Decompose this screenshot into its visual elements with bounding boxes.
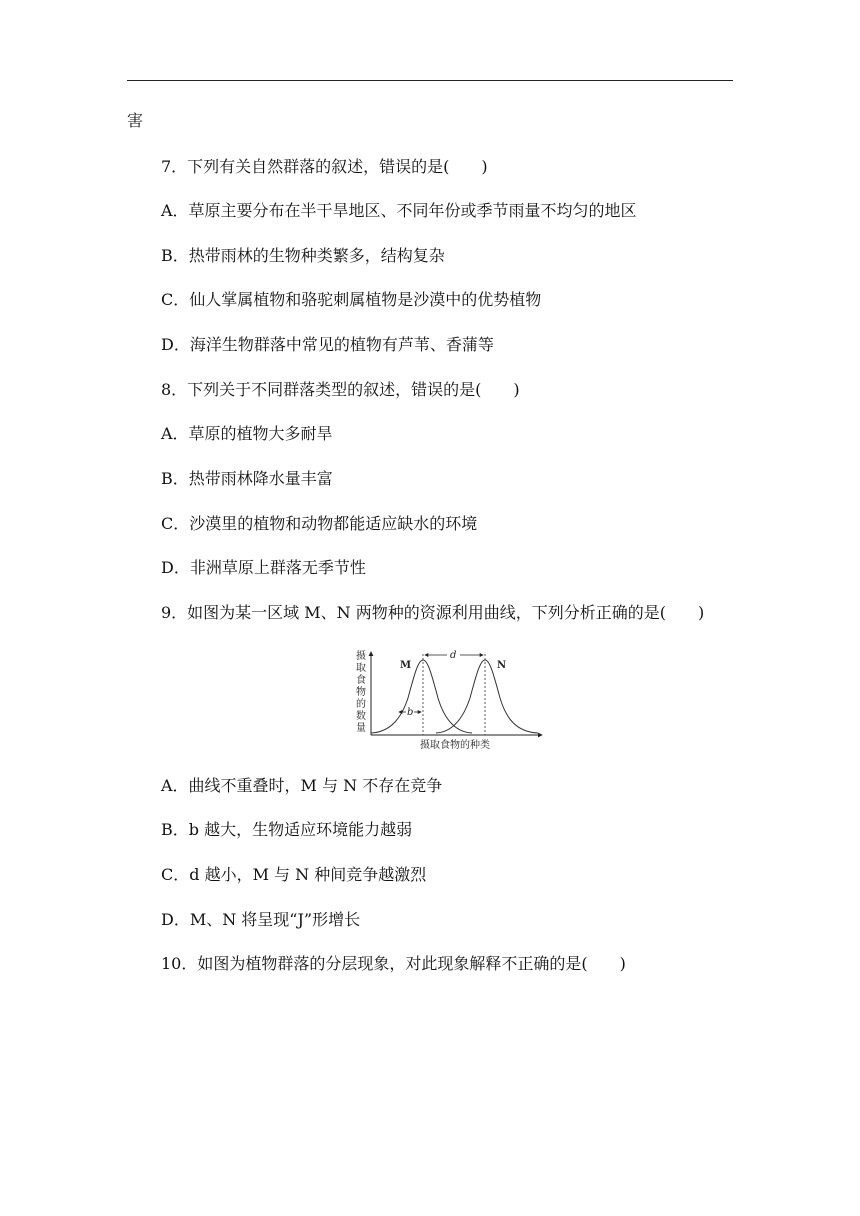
question-7-stem: 7．下列有关自然群落的叙述，错误的是( ) [161,157,488,176]
question-9-option-c: C．d 越小，M 与 N 种间竞争越激烈 [161,865,427,884]
question-8-option-c: C．沙漠里的植物和动物都能适应缺水的环境 [161,514,478,533]
question-9-option-d: D．M、N 将呈现“J”形增长 [161,910,361,929]
question-7-option-a: A．草原主要分布在半干旱地区、不同年份或季节雨量不均匀的地区 [161,201,637,220]
question-10-stem: 10．如图为植物群落的分层现象，对此现象解释不正确的是( ) [161,954,626,973]
y-label-char: 的 [356,699,366,710]
question-8-option-a: A．草原的植物大多耐旱 [161,424,333,443]
resource-use-figure [352,646,548,754]
question-8-option-d: D．非洲草原上群落无季节性 [161,558,366,577]
n-label: N [497,660,507,671]
y-label-char: 摄 [356,651,366,662]
resource-curve-diagram [352,646,548,754]
y-label-char: 取 [356,663,366,674]
question-9-option-b: B．b 越大，生物适应环境能力越弱 [161,820,413,839]
y-label-char: 物 [356,687,366,698]
question-8-option-b: B．热带雨林降水量丰富 [161,469,333,488]
question-7-option-d: D．海洋生物群落中常见的植物有芦苇、香蒲等 [161,335,494,354]
y-label-char: 数 [356,711,366,722]
y-label-char: 食 [356,675,366,686]
question-9-stem: 9．如图为某一区域 M、N 两物种的资源利用曲线，下列分析正确的是( ) [161,603,705,622]
question-8-stem: 8．下列关于不同群落类型的叙述，错误的是( ) [161,380,520,399]
y-label-char: 量 [356,723,366,734]
d-label: d [450,650,457,661]
question-9-option-a: A．曲线不重叠时，M 与 N 不存在竞争 [161,776,443,795]
question-7-option-c: C．仙人掌属植物和骆驼刺属植物是沙漠中的优势植物 [161,290,542,309]
question-7-option-b: B．热带雨林的生物种类繁多，结构复杂 [161,246,445,265]
header-rule [127,80,733,81]
b-label: b [407,707,414,718]
y-axis-label [356,649,366,734]
page-fragment: 害 [127,111,144,130]
curve-n [436,660,538,733]
m-label: M [400,660,412,671]
x-axis-label: 摄取食物的种类 [420,740,490,751]
